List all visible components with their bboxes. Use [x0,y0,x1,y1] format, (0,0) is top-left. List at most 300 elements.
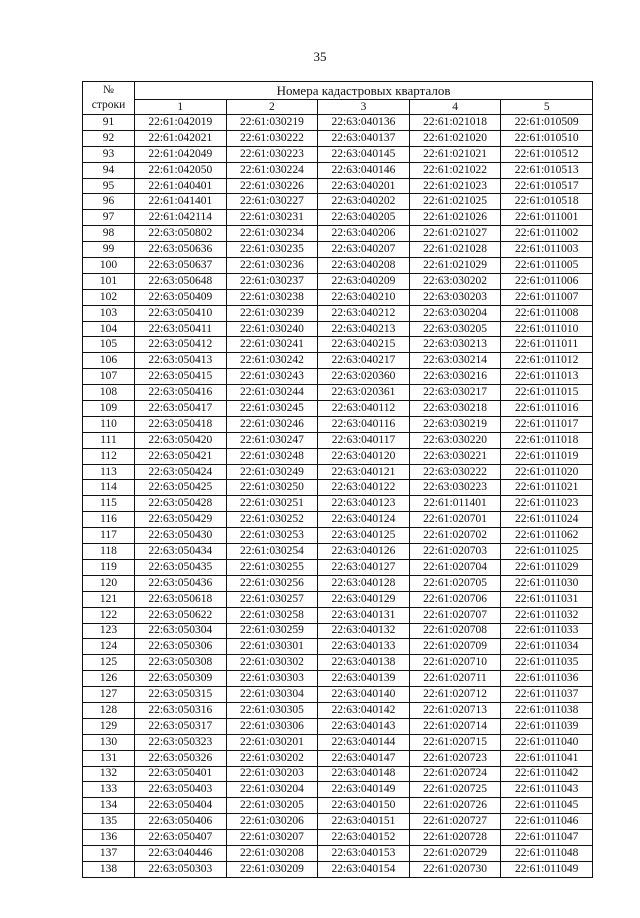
cadastral-number-cell: 22:61:011017 [501,416,593,432]
cadastral-number-cell: 22:63:050309 [135,671,227,687]
cadastral-number-cell: 22:61:011029 [501,559,593,575]
cadastral-number-cell: 22:61:041401 [135,194,227,210]
table-row [83,512,593,528]
cadastral-number-cell: 22:63:050418 [135,416,227,432]
cadastral-number-cell: 22:63:050618 [135,591,227,607]
cadastral-number-cell: 22:63:040128 [318,575,410,591]
cadastral-number-cell: 22:61:011010 [501,321,593,337]
table-row [83,830,593,846]
cadastral-number-cell: 22:63:050416 [135,385,227,401]
row-number-cell: 128 [83,702,135,718]
cadastral-number-cell: 22:61:011035 [501,655,593,671]
cadastral-number-cell: 22:61:030254 [226,544,318,560]
table-row [83,750,593,766]
cadastral-number-cell: 22:61:011020 [501,464,593,480]
cadastral-number-cell: 22:63:040116 [318,416,410,432]
cadastral-number-cell: 22:61:011030 [501,575,593,591]
cadastral-number-cell: 22:61:020715 [409,734,501,750]
cadastral-number-cell: 22:63:050306 [135,639,227,655]
cadastral-number-cell: 22:61:020729 [409,845,501,861]
cadastral-number-cell: 22:63:040140 [318,687,410,703]
cadastral-number-cell: 22:63:050404 [135,798,227,814]
cadastral-number-cell: 22:61:011023 [501,496,593,512]
cadastral-number-cell: 22:61:020726 [409,798,501,814]
cadastral-number-cell: 22:61:010517 [501,178,593,194]
cadastral-number-cell: 22:61:030251 [226,496,318,512]
cadastral-number-cell: 22:63:040127 [318,559,410,575]
cadastral-number-cell: 22:63:040139 [318,671,410,687]
cadastral-number-cell: 22:61:030256 [226,575,318,591]
cadastral-number-cell: 22:61:030206 [226,814,318,830]
cadastral-number-cell: 22:63:030220 [409,432,501,448]
cadastral-number-cell: 22:61:020713 [409,702,501,718]
cadastral-number-cell: 22:61:011015 [501,385,593,401]
cadastral-number-cell: 22:61:030255 [226,559,318,575]
table-row [83,480,593,496]
cadastral-number-cell: 22:63:040205 [318,210,410,226]
row-number-cell: 93 [83,146,135,162]
row-number-cell: 112 [83,448,135,464]
row-number-cell: 125 [83,655,135,671]
table-row [83,575,593,591]
cadastral-number-cell: 22:61:030240 [226,321,318,337]
table-row [83,655,593,671]
cadastral-number-cell: 22:63:050636 [135,242,227,258]
cadastral-number-cell: 22:61:030207 [226,830,318,846]
cadastral-number-cell: 22:63:030205 [409,321,501,337]
cadastral-number-cell: 22:63:050412 [135,337,227,353]
cadastral-number-cell: 22:61:021023 [409,178,501,194]
cadastral-number-cell: 22:63:040148 [318,766,410,782]
table-row [83,448,593,464]
cadastral-number-cell: 22:63:040122 [318,480,410,496]
cadastral-number-cell: 22:61:030248 [226,448,318,464]
table-row [83,861,593,877]
cadastral-number-cell: 22:63:040149 [318,782,410,798]
table-row [83,766,593,782]
cadastral-number-cell: 22:63:050401 [135,766,227,782]
table-row [83,130,593,146]
cadastral-number-cell: 22:61:011007 [501,289,593,305]
cadastral-number-cell: 22:63:040146 [318,162,410,178]
cadastral-number-cell: 22:63:040131 [318,607,410,623]
row-number-cell: 101 [83,273,135,289]
table-row [83,639,593,655]
cadastral-number-cell: 22:63:050430 [135,528,227,544]
column-header-3: 3 [318,100,410,115]
cadastral-number-cell: 22:63:050406 [135,814,227,830]
cadastral-number-cell: 22:61:030209 [226,861,318,877]
table-row [83,194,593,210]
cadastral-number-cell: 22:63:040120 [318,448,410,464]
table-header [83,82,593,115]
cadastral-number-cell: 22:63:040210 [318,289,410,305]
table-row [83,496,593,512]
row-number-cell: 110 [83,416,135,432]
row-number-cell: 138 [83,861,135,877]
cadastral-number-cell: 22:61:020714 [409,718,501,734]
cadastral-number-cell: 22:63:050428 [135,496,227,512]
cadastral-number-cell: 22:63:040215 [318,337,410,353]
cadastral-number-cell: 22:63:040212 [318,305,410,321]
cadastral-number-cell: 22:63:050429 [135,512,227,528]
table-row [83,178,593,194]
row-number-cell: 99 [83,242,135,258]
cadastral-number-cell: 22:63:050417 [135,401,227,417]
cadastral-number-cell: 22:61:011011 [501,337,593,353]
cadastral-number-cell: 22:63:050421 [135,448,227,464]
cadastral-number-cell: 22:61:020702 [409,528,501,544]
table-row [83,210,593,226]
cadastral-number-cell: 22:63:040152 [318,830,410,846]
cadastral-quarters-table [82,81,593,878]
table-row [83,258,593,274]
cadastral-number-cell: 22:61:030237 [226,273,318,289]
group-title-header: Номера кадастровых кварталов [135,82,593,100]
table-row [83,369,593,385]
cadastral-number-cell: 22:61:021025 [409,194,501,210]
row-number-cell: 134 [83,798,135,814]
column-header-2: 2 [226,100,318,115]
cadastral-number-cell: 22:63:030204 [409,305,501,321]
cadastral-number-cell: 22:61:011003 [501,242,593,258]
cadastral-number-cell: 22:61:011040 [501,734,593,750]
cadastral-number-cell: 22:61:030302 [226,655,318,671]
cadastral-number-cell: 22:63:020361 [318,385,410,401]
table-row [83,734,593,750]
cadastral-number-cell: 22:61:030205 [226,798,318,814]
row-number-cell: 107 [83,369,135,385]
cadastral-number-cell: 22:63:050410 [135,305,227,321]
cadastral-number-cell: 22:61:030226 [226,178,318,194]
cadastral-number-cell: 22:61:011005 [501,258,593,274]
table-row [83,845,593,861]
cadastral-number-cell: 22:61:030253 [226,528,318,544]
cadastral-number-cell: 22:63:030203 [409,289,501,305]
row-number-cell: 100 [83,258,135,274]
cadastral-number-cell: 22:63:040125 [318,528,410,544]
cadastral-number-cell: 22:61:030252 [226,512,318,528]
cadastral-number-cell: 22:61:020705 [409,575,501,591]
cadastral-number-cell: 22:63:030216 [409,369,501,385]
cadastral-number-cell: 22:61:030244 [226,385,318,401]
cadastral-number-cell: 22:61:030202 [226,750,318,766]
row-number-cell: 124 [83,639,135,655]
cadastral-number-cell: 22:63:050413 [135,353,227,369]
cadastral-number-cell: 22:61:011036 [501,671,593,687]
column-header-4: 4 [409,100,501,115]
cadastral-number-cell: 22:61:011008 [501,305,593,321]
cadastral-number-cell: 22:63:040153 [318,845,410,861]
cadastral-number-cell: 22:61:021026 [409,210,501,226]
cadastral-number-cell: 22:61:011043 [501,782,593,798]
cadastral-number-cell: 22:63:050637 [135,258,227,274]
row-number-cell: 126 [83,671,135,687]
table-row [83,273,593,289]
row-number-cell: 104 [83,321,135,337]
cadastral-number-cell: 22:63:040446 [135,845,227,861]
table-row [83,416,593,432]
cadastral-number-cell: 22:61:030306 [226,718,318,734]
cadastral-number-cell: 22:61:011048 [501,845,593,861]
cadastral-number-cell: 22:61:020727 [409,814,501,830]
row-number-cell: 123 [83,623,135,639]
cadastral-number-cell: 22:61:011049 [501,861,593,877]
cadastral-number-cell: 22:63:040121 [318,464,410,480]
cadastral-number-cell: 22:63:040132 [318,623,410,639]
cadastral-number-cell: 22:61:011047 [501,830,593,846]
table-row [83,544,593,560]
cadastral-number-cell: 22:61:011001 [501,210,593,226]
cadastral-number-cell: 22:63:030202 [409,273,501,289]
cadastral-number-cell: 22:63:040207 [318,242,410,258]
cadastral-number-cell: 22:61:030236 [226,258,318,274]
cadastral-number-cell: 22:61:010512 [501,146,593,162]
row-number-cell: 130 [83,734,135,750]
row-number-cell: 133 [83,782,135,798]
cadastral-number-cell: 22:63:040208 [318,258,410,274]
cadastral-number-cell: 22:61:030245 [226,401,318,417]
cadastral-number-cell: 22:61:020703 [409,544,501,560]
table-body [83,115,593,878]
cadastral-number-cell: 22:61:011045 [501,798,593,814]
cadastral-number-cell: 22:63:030219 [409,416,501,432]
cadastral-number-cell: 22:63:020360 [318,369,410,385]
cadastral-number-cell: 22:63:050420 [135,432,227,448]
cadastral-number-cell: 22:61:011041 [501,750,593,766]
cadastral-number-cell: 22:63:040209 [318,273,410,289]
cadastral-number-cell: 22:63:050303 [135,861,227,877]
row-number-cell: 103 [83,305,135,321]
cadastral-number-cell: 22:61:020730 [409,861,501,877]
row-number-cell: 136 [83,830,135,846]
table-row [83,337,593,353]
table-row [83,591,593,607]
cadastral-number-cell: 22:63:050317 [135,718,227,734]
cadastral-number-cell: 22:63:050407 [135,830,227,846]
cadastral-number-cell: 22:63:030218 [409,401,501,417]
row-number-header-top: № [103,84,114,96]
table-row [83,702,593,718]
cadastral-number-cell: 22:61:010510 [501,130,593,146]
row-number-cell: 119 [83,559,135,575]
cadastral-number-cell: 22:61:020711 [409,671,501,687]
cadastral-number-cell: 22:63:040112 [318,401,410,417]
row-number-cell: 122 [83,607,135,623]
cadastral-number-cell: 22:61:010518 [501,194,593,210]
row-number-cell: 113 [83,464,135,480]
cadastral-number-cell: 22:63:040144 [318,734,410,750]
cadastral-number-cell: 22:61:020710 [409,655,501,671]
row-number-cell: 96 [83,194,135,210]
cadastral-number-cell: 22:61:020712 [409,687,501,703]
cadastral-number-cell: 22:61:011016 [501,401,593,417]
page-number: 35 [313,49,327,64]
cadastral-number-cell: 22:63:050425 [135,480,227,496]
row-number-cell: 111 [83,432,135,448]
row-number-cell: 94 [83,162,135,178]
cadastral-number-cell: 22:63:030223 [409,480,501,496]
cadastral-number-cell: 22:61:030250 [226,480,318,496]
cadastral-number-cell: 22:63:040154 [318,861,410,877]
table-row [83,464,593,480]
cadastral-number-cell: 22:61:030204 [226,782,318,798]
cadastral-number-cell: 22:61:011039 [501,718,593,734]
row-number-cell: 120 [83,575,135,591]
cadastral-number-cell: 22:61:011046 [501,814,593,830]
cadastral-number-cell: 22:63:050648 [135,273,227,289]
table-row [83,559,593,575]
cadastral-number-cell: 22:61:011034 [501,639,593,655]
cadastral-number-cell: 22:61:010509 [501,115,593,131]
table-row [83,242,593,258]
cadastral-number-cell: 22:61:021021 [409,146,501,162]
cadastral-number-cell: 22:61:030235 [226,242,318,258]
cadastral-number-cell: 22:61:011013 [501,369,593,385]
cadastral-number-cell: 22:63:050409 [135,289,227,305]
cadastral-number-cell: 22:61:020725 [409,782,501,798]
row-number-cell: 91 [83,115,135,131]
cadastral-number-cell: 22:61:042021 [135,130,227,146]
cadastral-number-cell: 22:61:030257 [226,591,318,607]
cadastral-number-cell: 22:61:030224 [226,162,318,178]
cadastral-number-cell: 22:61:042019 [135,115,227,131]
cadastral-number-cell: 22:61:030258 [226,607,318,623]
table-row [83,671,593,687]
cadastral-number-cell: 22:61:042114 [135,210,227,226]
row-number-cell: 108 [83,385,135,401]
table-row [83,607,593,623]
cadastral-number-cell: 22:61:030238 [226,289,318,305]
cadastral-number-cell: 22:61:020709 [409,639,501,655]
cadastral-number-cell: 22:61:020724 [409,766,501,782]
cadastral-number-cell: 22:63:040117 [318,432,410,448]
table-row [83,814,593,830]
table-row [83,432,593,448]
table-row [83,385,593,401]
cadastral-number-cell: 22:61:011031 [501,591,593,607]
cadastral-number-cell: 22:61:020701 [409,512,501,528]
table-row [83,162,593,178]
cadastral-number-cell: 22:61:011002 [501,226,593,242]
cadastral-number-cell: 22:61:020706 [409,591,501,607]
cadastral-number-cell: 22:61:020704 [409,559,501,575]
cadastral-number-cell: 22:61:011018 [501,432,593,448]
row-number-cell: 131 [83,750,135,766]
cadastral-number-cell: 22:63:050436 [135,575,227,591]
cadastral-number-cell: 22:61:011024 [501,512,593,528]
cadastral-number-cell: 22:63:040136 [318,115,410,131]
row-number-cell: 137 [83,845,135,861]
cadastral-number-cell: 22:63:040123 [318,496,410,512]
row-number-cell: 118 [83,544,135,560]
row-number-cell: 97 [83,210,135,226]
cadastral-number-cell: 22:63:050326 [135,750,227,766]
cadastral-number-cell: 22:61:030247 [226,432,318,448]
table-row [83,289,593,305]
table-row [83,146,593,162]
cadastral-number-cell: 22:61:011401 [409,496,501,512]
cadastral-number-cell: 22:61:030231 [226,210,318,226]
cadastral-number-cell: 22:63:040202 [318,194,410,210]
cadastral-number-cell: 22:61:011006 [501,273,593,289]
cadastral-number-cell: 22:63:040213 [318,321,410,337]
cadastral-number-cell: 22:63:040133 [318,639,410,655]
cadastral-number-cell: 22:63:040143 [318,718,410,734]
table-row [83,353,593,369]
cadastral-number-cell: 22:61:040401 [135,178,227,194]
cadastral-number-cell: 22:63:040137 [318,130,410,146]
cadastral-number-cell: 22:63:050435 [135,559,227,575]
cadastral-number-cell: 22:61:030303 [226,671,318,687]
cadastral-number-cell: 22:63:050434 [135,544,227,560]
cadastral-number-cell: 22:63:050315 [135,687,227,703]
cadastral-number-cell: 22:63:040126 [318,544,410,560]
table-row [83,623,593,639]
row-number-cell: 127 [83,687,135,703]
cadastral-number-cell: 22:61:011021 [501,480,593,496]
table-row [83,528,593,544]
row-number-header-bottom: строки [91,99,126,111]
cadastral-number-cell: 22:61:011038 [501,702,593,718]
row-number-cell: 116 [83,512,135,528]
cadastral-number-cell: 22:61:030239 [226,305,318,321]
cadastral-number-cell: 22:61:030249 [226,464,318,480]
row-number-header [83,82,135,115]
table-row [83,115,593,131]
cadastral-number-cell: 22:61:011019 [501,448,593,464]
cadastral-number-cell: 22:63:040147 [318,750,410,766]
cadastral-number-cell: 22:61:021018 [409,115,501,131]
cadastral-number-cell: 22:63:040129 [318,591,410,607]
cadastral-number-cell: 22:63:030221 [409,448,501,464]
table-row [83,782,593,798]
row-number-cell: 95 [83,178,135,194]
row-number-cell: 135 [83,814,135,830]
cadastral-number-cell: 22:63:040145 [318,146,410,162]
cadastral-number-cell: 22:61:011032 [501,607,593,623]
row-number-cell: 129 [83,718,135,734]
cadastral-number-cell: 22:61:030201 [226,734,318,750]
cadastral-number-cell: 22:63:050411 [135,321,227,337]
cadastral-number-cell: 22:61:030305 [226,702,318,718]
cadastral-number-cell: 22:63:050323 [135,734,227,750]
cadastral-number-cell: 22:61:011042 [501,766,593,782]
cadastral-number-cell: 22:63:040150 [318,798,410,814]
cadastral-number-cell: 22:61:021029 [409,258,501,274]
row-number-cell: 114 [83,480,135,496]
cadastral-number-cell: 22:61:020708 [409,623,501,639]
cadastral-number-cell: 22:61:042049 [135,146,227,162]
cadastral-number-cell: 22:61:030227 [226,194,318,210]
row-number-cell: 106 [83,353,135,369]
column-header-1: 1 [135,100,227,115]
row-number-cell: 92 [83,130,135,146]
cadastral-number-cell: 22:61:030234 [226,226,318,242]
cadastral-number-cell: 22:61:042050 [135,162,227,178]
row-number-cell: 102 [83,289,135,305]
cadastral-number-cell: 22:63:050415 [135,369,227,385]
cadastral-number-cell: 22:61:011033 [501,623,593,639]
cadastral-number-cell: 22:63:050802 [135,226,227,242]
cadastral-number-cell: 22:61:030241 [226,337,318,353]
table-row [83,305,593,321]
row-number-cell: 117 [83,528,135,544]
cadastral-number-cell: 22:61:021020 [409,130,501,146]
cadastral-number-cell: 22:61:030203 [226,766,318,782]
cadastral-number-cell: 22:61:030246 [226,416,318,432]
cadastral-number-cell: 22:63:030217 [409,385,501,401]
